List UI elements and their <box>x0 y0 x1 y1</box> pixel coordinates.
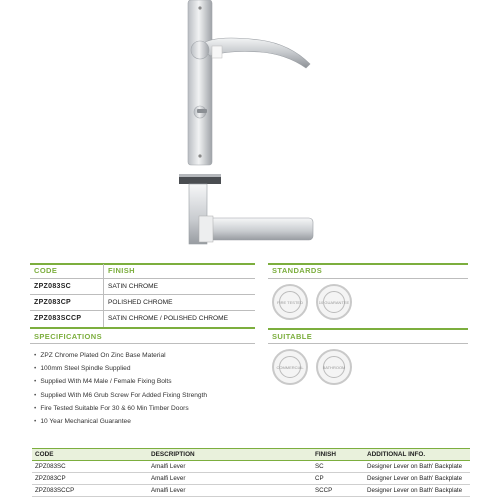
product-image-front <box>150 0 350 170</box>
side-backplate <box>179 176 221 184</box>
finish-column-divider <box>103 264 104 328</box>
fixing-screw <box>198 6 201 9</box>
specifications-list <box>34 349 207 428</box>
spec-item: • Supplied With M6 Grub Screw For Added Fixing Strength <box>34 389 207 402</box>
info-cell-finish: SC <box>312 461 364 473</box>
info-header-description: DESCRIPTION <box>148 449 312 461</box>
table-row <box>32 485 470 497</box>
fire-test-badge-label: FIRE TESTED <box>277 300 303 305</box>
spec-item: • 10 Year Mechanical Guarantee <box>34 415 207 428</box>
finish-row-rule <box>30 294 255 295</box>
finish-row-finish: SATIN CHROME / POLISHED CHROME <box>108 315 229 322</box>
specifications-title: SPECIFICATIONS <box>34 332 102 341</box>
finish-table-top-rule <box>30 263 255 265</box>
guarantee-badge-label: 10 GUARANTEE <box>318 300 350 305</box>
turn-slot <box>197 109 207 113</box>
lever-grip-inlay <box>212 46 222 58</box>
info-cell-description: Amalfi Lever <box>148 473 312 485</box>
bathroom-use-badge-icon <box>316 349 352 385</box>
suitable-top-rule <box>268 328 468 330</box>
info-header-additional: ADDITIONAL INFO. <box>364 449 470 461</box>
finish-row-code: ZPZ083SC <box>34 283 72 290</box>
info-header-finish: FINISH <box>312 449 364 461</box>
info-cell-description: Amalfi Lever <box>148 485 312 497</box>
finish-name-header: FINISH <box>108 266 135 275</box>
lever-grip <box>201 218 313 240</box>
info-cell-description: Amalfi Lever <box>148 461 312 473</box>
info-header-code: CODE <box>32 449 148 461</box>
fixing-screw <box>198 154 201 157</box>
standards-rule <box>268 278 468 279</box>
finish-header-rule <box>30 278 255 279</box>
finish-row-finish: POLISHED CHROME <box>108 299 173 306</box>
bathroom-use-badge-label: BATHROOM <box>322 365 346 370</box>
standards-top-rule <box>268 263 468 265</box>
lever-grip-accent <box>199 216 213 242</box>
info-cell-finish: CP <box>312 473 364 485</box>
info-table-header-row <box>32 449 470 461</box>
info-cell-additional: Designer Lever on Bath' Backplate <box>364 485 470 497</box>
info-cell-finish: SCCP <box>312 485 364 497</box>
finish-row-rule <box>30 310 255 311</box>
spec-item: • ZPZ Chrome Plated On Zinc Base Material <box>34 349 207 362</box>
info-cell-code: ZPZ083SCCP <box>32 485 148 497</box>
commercial-use-badge-icon <box>272 349 308 385</box>
specifications-rule <box>30 343 255 344</box>
suitable-title: SUITABLE <box>272 332 313 341</box>
spec-item: • Supplied With M4 Male / Female Fixing Bolts <box>34 375 207 388</box>
info-cell-code: ZPZ083SC <box>32 461 148 473</box>
finish-table-bottom-rule <box>30 327 255 329</box>
spec-item: • 100mm Steel Spindle Supplied <box>34 362 207 375</box>
product-image-side <box>175 172 325 252</box>
suitable-rule <box>268 343 468 344</box>
info-cell-code: ZPZ083CP <box>32 473 148 485</box>
backplate <box>188 0 212 165</box>
finish-row-finish: SATIN CHROME <box>108 283 159 290</box>
side-backplate-top <box>179 174 221 177</box>
info-cell-additional: Designer Lever on Bath' Backplate <box>364 461 470 473</box>
spec-item: • Fire Tested Suitable For 30 & 60 Min Timber Doors <box>34 402 207 415</box>
finish-row-code: ZPZ083CP <box>34 299 72 306</box>
table-row <box>32 461 470 473</box>
fire-test-badge-icon <box>272 284 308 320</box>
info-cell-additional: Designer Lever on Bath' Backplate <box>364 473 470 485</box>
product-info-table <box>32 448 470 497</box>
commercial-use-badge-label: COMMERCIAL <box>276 365 304 370</box>
lever-rose <box>191 41 209 59</box>
table-row <box>32 473 470 485</box>
finish-code-header: CODE <box>34 266 58 275</box>
standards-title: STANDARDS <box>272 266 323 275</box>
guarantee-badge-icon <box>316 284 352 320</box>
finish-row-code: ZPZ083SCCP <box>34 315 82 322</box>
